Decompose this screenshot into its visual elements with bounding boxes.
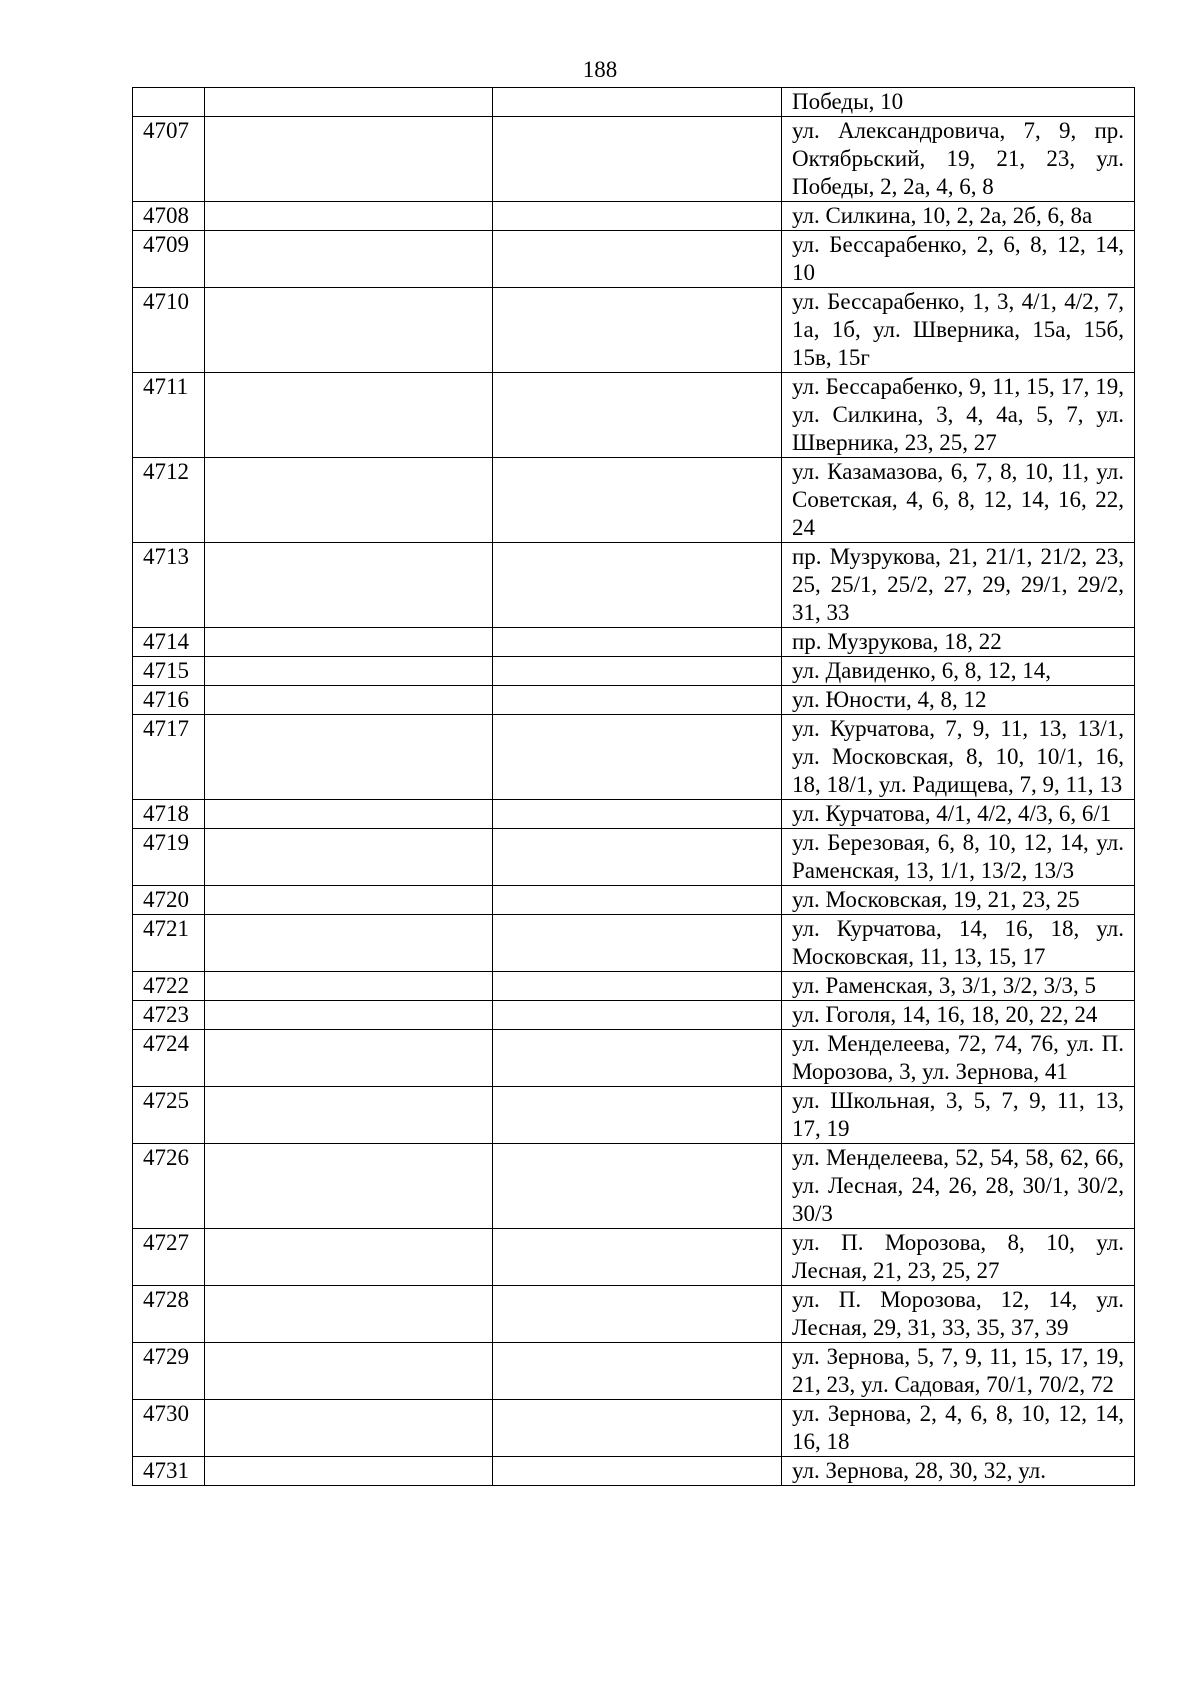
precinct-number-cell: 4729	[133, 1343, 205, 1400]
precinct-number-cell: 4721	[133, 915, 205, 972]
precinct-number-cell: 4715	[133, 657, 205, 686]
empty-cell	[205, 1030, 493, 1087]
empty-cell	[205, 1457, 493, 1486]
empty-cell	[205, 715, 493, 800]
table-row	[133, 915, 1135, 972]
empty-cell	[493, 686, 782, 715]
empty-cell	[205, 373, 493, 458]
address-table-body	[133, 88, 1135, 1486]
empty-cell	[493, 886, 782, 915]
precinct-number-cell: 4708	[133, 202, 205, 231]
precinct-number-cell: 4719	[133, 829, 205, 886]
precinct-number-cell: 4724	[133, 1030, 205, 1087]
address-cell: ул. Юности, 4, 8, 12	[782, 686, 1135, 715]
empty-cell	[205, 829, 493, 886]
empty-cell	[493, 543, 782, 628]
table-row	[133, 231, 1135, 288]
empty-cell	[493, 458, 782, 543]
empty-cell	[205, 686, 493, 715]
address-cell: ул. Менделеева, 52, 54, 58, 62, 66, ул. Лесная, 24, 26, 28, 30/1, 30/2, 30/3	[782, 1144, 1135, 1229]
precinct-number-cell: 4727	[133, 1229, 205, 1286]
address-cell: ул. Давиденко, 6, 8, 12, 14,	[782, 657, 1135, 686]
empty-cell	[205, 117, 493, 202]
precinct-number-cell: 4710	[133, 288, 205, 373]
empty-cell	[205, 1001, 493, 1030]
empty-cell	[205, 1144, 493, 1229]
table-row	[133, 1087, 1135, 1144]
empty-cell	[493, 715, 782, 800]
precinct-number-cell: 4712	[133, 458, 205, 543]
empty-cell	[205, 1286, 493, 1343]
precinct-number-cell: 4725	[133, 1087, 205, 1144]
address-cell: ул. Зернова, 28, 30, 32, ул.	[782, 1457, 1135, 1486]
empty-cell	[205, 886, 493, 915]
address-cell: ул. Бессарабенко, 9, 11, 15, 17, 19, ул. Силкина, 3, 4, 4а, 5, 7, ул. Шверника, 23, 25, 27	[782, 373, 1135, 458]
address-cell: ул. Курчатова, 14, 16, 18, ул. Московская, 11, 13, 15, 17	[782, 915, 1135, 972]
table-row	[133, 886, 1135, 915]
address-cell: ул. П. Морозова, 12, 14, ул. Лесная, 29, 31, 33, 35, 37, 39	[782, 1286, 1135, 1343]
table-row	[133, 972, 1135, 1001]
precinct-number-cell: 4716	[133, 686, 205, 715]
address-cell: ул. Зернова, 2, 4, 6, 8, 10, 12, 14, 16, 18	[782, 1400, 1135, 1457]
table-row	[133, 1400, 1135, 1457]
empty-cell	[493, 1144, 782, 1229]
empty-cell	[493, 1286, 782, 1343]
table-row	[133, 288, 1135, 373]
precinct-number-cell: 4711	[133, 373, 205, 458]
address-cell: ул. Бессарабенко, 2, 6, 8, 12, 14, 10	[782, 231, 1135, 288]
precinct-number-cell: 4714	[133, 628, 205, 657]
empty-cell	[493, 288, 782, 373]
precinct-number-cell: 4731	[133, 1457, 205, 1486]
empty-cell	[205, 800, 493, 829]
empty-cell	[205, 231, 493, 288]
address-cell: ул. Курчатова, 4/1, 4/2, 4/3, 6, 6/1	[782, 800, 1135, 829]
table-row	[133, 117, 1135, 202]
table-row	[133, 88, 1135, 117]
table-row	[133, 800, 1135, 829]
precinct-number-cell: 4717	[133, 715, 205, 800]
empty-cell	[493, 1030, 782, 1087]
address-cell: ул. Силкина, 10, 2, 2а, 2б, 6, 8а	[782, 202, 1135, 231]
table-row	[133, 1229, 1135, 1286]
table-row	[133, 1343, 1135, 1400]
address-cell: ул. Александровича, 7, 9, пр. Октябрьский, 19, 21, 23, ул. Победы, 2, 2а, 4, 6, 8	[782, 117, 1135, 202]
address-cell: ул. Зернова, 5, 7, 9, 11, 15, 17, 19, 21, 23, ул. Садовая, 70/1, 70/2, 72	[782, 1343, 1135, 1400]
empty-cell	[493, 1229, 782, 1286]
table-row	[133, 628, 1135, 657]
empty-cell	[493, 1087, 782, 1144]
precinct-number-cell: 4709	[133, 231, 205, 288]
address-cell: ул. Бессарабенко, 1, 3, 4/1, 4/2, 7, 1а, 1б, ул. Шверника, 15а, 15б, 15в, 15г	[782, 288, 1135, 373]
address-cell: пр. Музрукова, 21, 21/1, 21/2, 23, 25, 25/1, 25/2, 27, 29, 29/1, 29/2, 31, 33	[782, 543, 1135, 628]
empty-cell	[493, 1001, 782, 1030]
address-cell: ул. Казамазова, 6, 7, 8, 10, 11, ул. Советская, 4, 6, 8, 12, 14, 16, 22, 24	[782, 458, 1135, 543]
empty-cell	[205, 1400, 493, 1457]
precinct-number-cell: 4728	[133, 1286, 205, 1343]
table-row	[133, 1457, 1135, 1486]
empty-cell	[493, 628, 782, 657]
address-cell: ул. Менделеева, 72, 74, 76, ул. П. Морозова, 3, ул. Зернова, 41	[782, 1030, 1135, 1087]
address-cell: ул. П. Морозова, 8, 10, ул. Лесная, 21, 23, 25, 27	[782, 1229, 1135, 1286]
empty-cell	[205, 288, 493, 373]
table-row	[133, 458, 1135, 543]
address-cell: ул. Московская, 19, 21, 23, 25	[782, 886, 1135, 915]
empty-cell	[493, 231, 782, 288]
empty-cell	[205, 1343, 493, 1400]
address-cell: ул. Березовая, 6, 8, 10, 12, 14, ул. Раменская, 13, 1/1, 13/2, 13/3	[782, 829, 1135, 886]
empty-cell	[493, 1343, 782, 1400]
table-row	[133, 373, 1135, 458]
empty-cell	[205, 1087, 493, 1144]
table-row	[133, 1030, 1135, 1087]
table-row	[133, 1144, 1135, 1229]
empty-cell	[205, 628, 493, 657]
precinct-number-cell: 4707	[133, 117, 205, 202]
precinct-number-cell: 4722	[133, 972, 205, 1001]
precinct-number-cell: 4730	[133, 1400, 205, 1457]
empty-cell	[205, 915, 493, 972]
address-cell: Победы, 10	[782, 88, 1135, 117]
empty-cell	[493, 829, 782, 886]
table-row	[133, 829, 1135, 886]
address-cell: ул. Курчатова, 7, 9, 11, 13, 13/1, ул. Московская, 8, 10, 10/1, 16, 18, 18/1, ул. Радищева, 7, 9, 11, 13	[782, 715, 1135, 800]
empty-cell	[493, 915, 782, 972]
table-row	[133, 657, 1135, 686]
precinct-number-cell: 4720	[133, 886, 205, 915]
address-cell: ул. Школьная, 3, 5, 7, 9, 11, 13, 17, 19	[782, 1087, 1135, 1144]
empty-cell	[493, 88, 782, 117]
table-row	[133, 1286, 1135, 1343]
precinct-number-cell: 4723	[133, 1001, 205, 1030]
empty-cell	[205, 88, 493, 117]
address-cell: ул. Гоголя, 14, 16, 18, 20, 22, 24	[782, 1001, 1135, 1030]
empty-cell	[205, 202, 493, 231]
empty-cell	[493, 202, 782, 231]
empty-cell	[493, 1457, 782, 1486]
empty-cell	[493, 1400, 782, 1457]
table-row	[133, 202, 1135, 231]
empty-cell	[205, 458, 493, 543]
empty-cell	[493, 800, 782, 829]
table-row	[133, 686, 1135, 715]
empty-cell	[493, 117, 782, 202]
precinct-number-cell	[133, 88, 205, 117]
empty-cell	[205, 1229, 493, 1286]
table-row	[133, 543, 1135, 628]
empty-cell	[205, 972, 493, 1001]
empty-cell	[493, 657, 782, 686]
precinct-number-cell: 4718	[133, 800, 205, 829]
address-cell: ул. Раменская, 3, 3/1, 3/2, 3/3, 5	[782, 972, 1135, 1001]
page-number: 188	[582, 57, 618, 82]
precinct-number-cell: 4726	[133, 1144, 205, 1229]
precinct-number-cell: 4713	[133, 543, 205, 628]
table-row	[133, 715, 1135, 800]
address-table	[132, 87, 1135, 1486]
address-cell: пр. Музрукова, 18, 22	[782, 628, 1135, 657]
empty-cell	[205, 657, 493, 686]
empty-cell	[205, 543, 493, 628]
empty-cell	[493, 373, 782, 458]
empty-cell	[493, 972, 782, 1001]
table-row	[133, 1001, 1135, 1030]
